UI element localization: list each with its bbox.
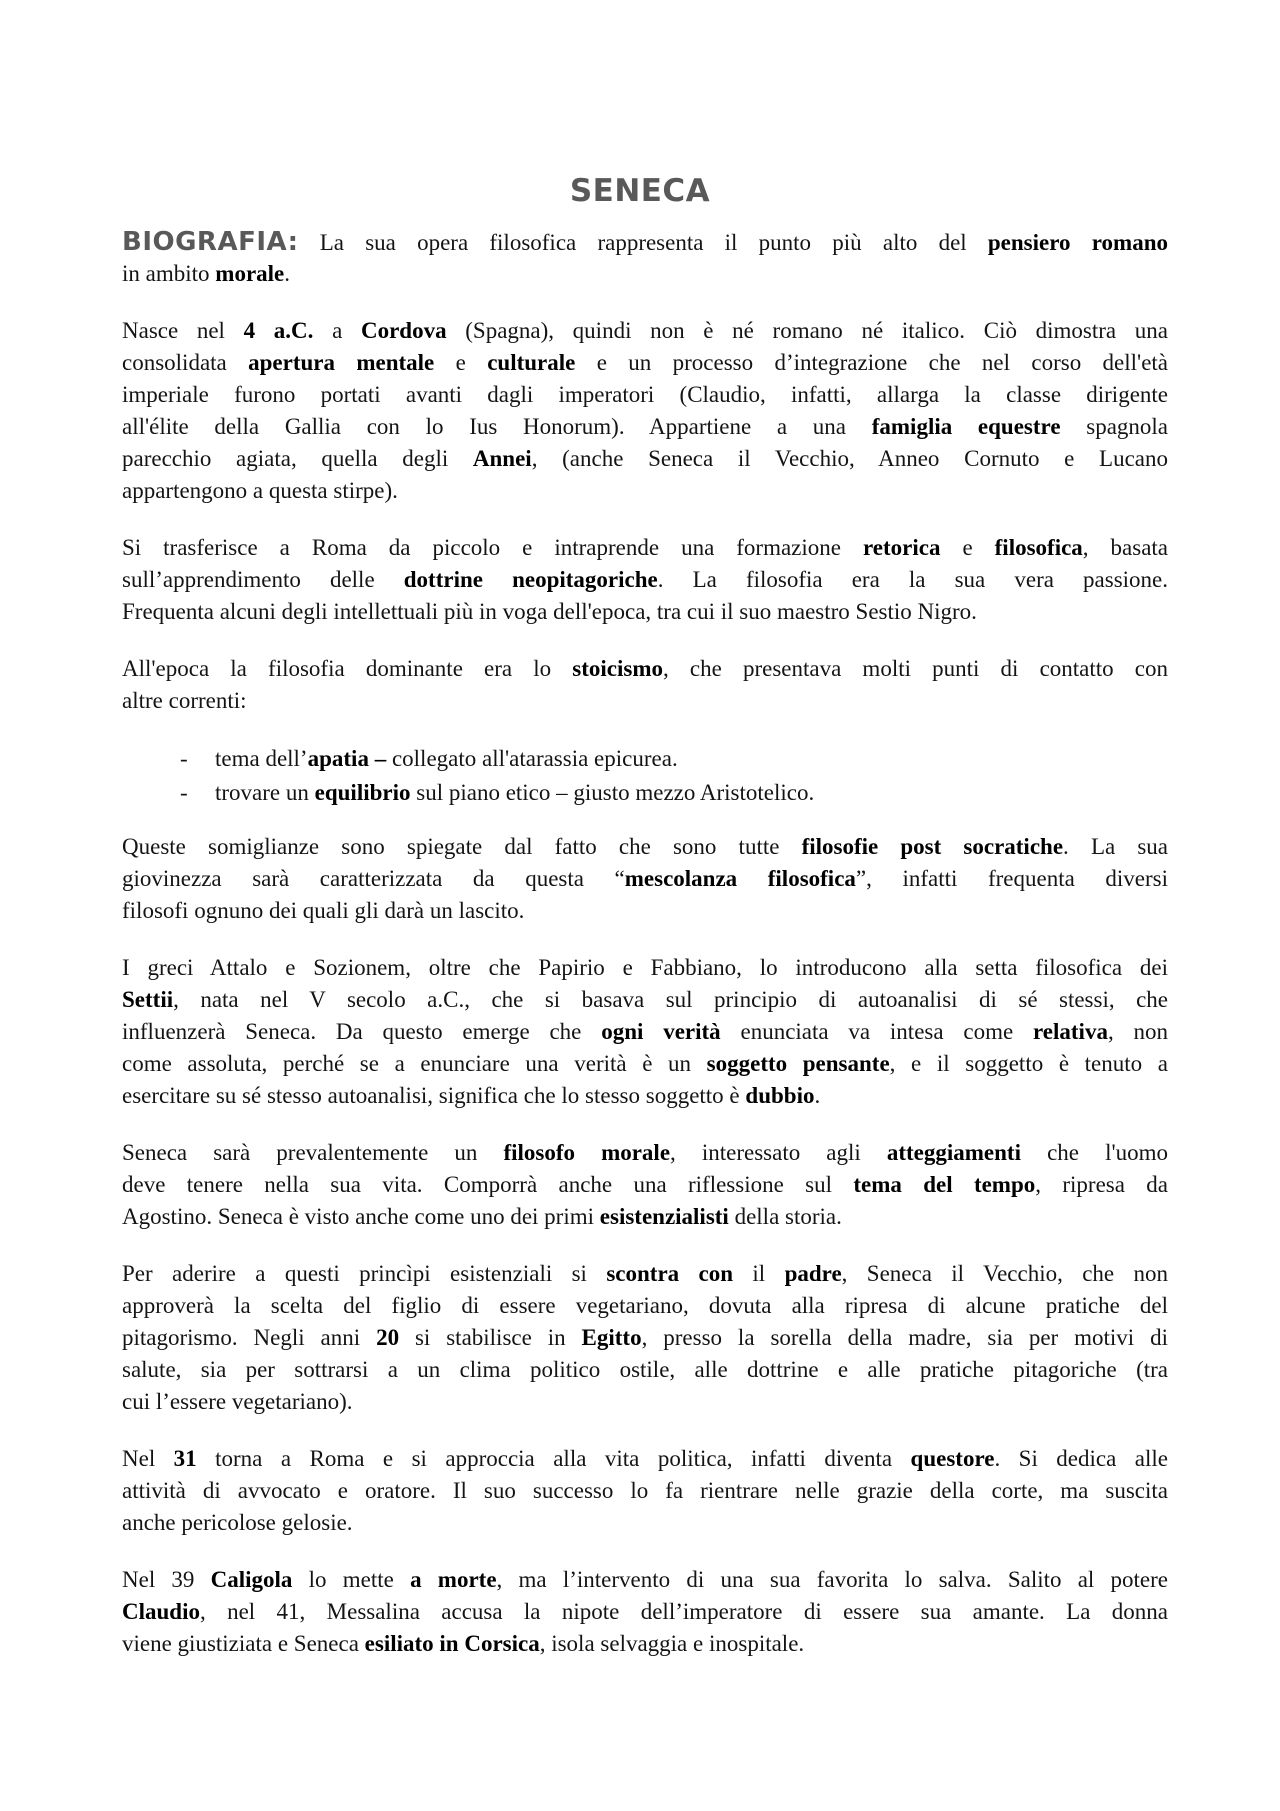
text-run: . Si dedica alle	[994, 1446, 1168, 1471]
text-run: , isola selvaggia e inospitale.	[539, 1631, 805, 1656]
bold-text: esiliato in Corsica	[364, 1631, 540, 1656]
text-line	[122, 226, 1168, 258]
text-run: (Spagna), quindi non è né romano né italico. Ciò dimostra una	[446, 318, 1168, 343]
text-run: viene giustiziata e Seneca	[122, 1631, 365, 1656]
text-line	[122, 1443, 1168, 1475]
text-line	[122, 596, 1168, 628]
paragraph	[122, 226, 1168, 290]
bold-text: equilibrio	[314, 780, 411, 805]
text-run: .	[814, 1083, 821, 1108]
text-line	[122, 1169, 1168, 1201]
text-run: imperiale furono portati avanti dagli imperatori (Claudio, infatti, allarga la classe dirigente	[122, 382, 1168, 407]
bold-text: scontra con	[606, 1261, 734, 1286]
text-line	[122, 1290, 1168, 1322]
bold-text: filosofie post socratiche	[801, 834, 1064, 859]
bold-text: dottrine neopitagoriche	[403, 567, 658, 592]
bold-text: culturale	[487, 350, 576, 375]
text-run: , ripresa da	[1035, 1172, 1168, 1197]
text-line	[122, 443, 1168, 475]
text-run: il	[733, 1261, 785, 1286]
text-run: e	[434, 350, 488, 375]
bold-text: apertura mentale	[248, 350, 435, 375]
text-line	[122, 1628, 1168, 1660]
bold-text: famiglia equestre	[871, 414, 1061, 439]
text-run: e un processo d’integrazione che nel corso dell'età	[575, 350, 1168, 375]
paragraph	[122, 532, 1168, 628]
text-run: spagnola	[1060, 414, 1169, 439]
bold-text: morale	[215, 261, 285, 286]
text-run: , basata	[1082, 535, 1169, 560]
text-run: Queste somiglianze sono spiegate dal fatto che sono tutte	[122, 834, 802, 859]
text-line	[122, 1322, 1168, 1354]
text-run: esercitare su sé stesso autoanalisi, significa che lo stesso soggetto è	[122, 1083, 746, 1108]
bold-text: relativa	[1033, 1019, 1108, 1044]
text-run: in ambito	[122, 261, 216, 286]
text-run: , nel 41, Messalina accusa la nipote dell’imperatore di essere sua amante. La donna	[199, 1599, 1168, 1624]
text-run: , che presentava molti punti di contatto con	[663, 656, 1169, 681]
text-line	[122, 685, 1168, 717]
list-item	[122, 742, 1168, 776]
text-line	[122, 952, 1168, 984]
text-run: trovare un	[215, 780, 315, 805]
bold-text: soggetto pensante	[706, 1051, 890, 1076]
text-line	[122, 1016, 1168, 1048]
bold-text: apatia –	[307, 746, 387, 771]
section-label: BIOGRAFIA:	[122, 227, 299, 257]
paragraph	[122, 952, 1168, 1112]
text-run: all'élite della Gallia con lo Ius Honorum). Appartiene a una	[122, 414, 872, 439]
text-run: La sua opera filosofica rappresenta il punto più alto del	[298, 230, 988, 255]
bold-text: questore	[910, 1446, 995, 1471]
text-run: enunciata va intesa come	[720, 1019, 1033, 1044]
text-line	[122, 379, 1168, 411]
text-run: parecchio agiata, quella degli	[122, 446, 473, 471]
bold-text: filosofica	[994, 535, 1083, 560]
text-run: sul piano etico – giusto mezzo Aristotelico.	[410, 780, 815, 805]
list-item	[122, 776, 1168, 810]
text-line	[122, 315, 1168, 347]
text-run: . La filosofia era la sua vera passione.	[657, 567, 1169, 592]
text-run: All'epoca la filosofia dominante era lo	[122, 656, 573, 681]
bullet-list	[122, 742, 1168, 810]
document-title: SENECA	[569, 172, 711, 209]
dash-bullet-icon: -	[180, 780, 188, 805]
bold-text: atteggiamenti	[886, 1140, 1021, 1165]
text-run: , Seneca il Vecchio, che non	[841, 1261, 1169, 1286]
text-run: Per aderire a questi princìpi esistenziali si	[122, 1261, 607, 1286]
text-run: Frequenta alcuni degli intellettuali più in voga dell'epoca, tra cui il suo maestro Sestio Nigro.	[122, 599, 977, 624]
bold-text: tema del tempo	[853, 1172, 1036, 1197]
text-run: , interessato agli	[670, 1140, 887, 1165]
paragraph	[122, 315, 1168, 507]
bold-text: Settii	[122, 987, 174, 1012]
text-line	[122, 1564, 1168, 1596]
text-run: ”, infatti frequenta diversi	[855, 866, 1168, 891]
text-line	[122, 258, 1168, 290]
text-run: che l'uomo	[1021, 1140, 1168, 1165]
text-run: altre correnti:	[122, 688, 247, 713]
bold-text: filosofo morale	[503, 1140, 671, 1165]
text-run: I greci Attalo e Sozionem, oltre che Papirio e Fabbiano, lo introducono alla setta filosofica dei	[122, 955, 1168, 980]
text-run: torna a Roma e si approccia alla vita politica, infatti diventa	[196, 1446, 911, 1471]
bold-text: padre	[784, 1261, 842, 1286]
paragraph	[122, 653, 1168, 717]
text-run: , e il soggetto è tenuto a	[889, 1051, 1168, 1076]
text-run: influenzerà Seneca. Da questo emerge che	[122, 1019, 602, 1044]
paragraph	[122, 1443, 1168, 1539]
bold-text: 20	[376, 1325, 400, 1350]
bold-text: Claudio	[122, 1599, 200, 1624]
text-line	[122, 411, 1168, 443]
bold-text: mescolanza filosofica	[624, 866, 856, 891]
bold-text: ogni verità	[601, 1019, 721, 1044]
bold-text: 4 a.C.	[243, 318, 314, 343]
text-line	[122, 653, 1168, 685]
text-run: a	[313, 318, 361, 343]
text-line	[122, 984, 1168, 1016]
text-line	[122, 1354, 1168, 1386]
text-run: , (anche Seneca il Vecchio, Anneo Cornuto e Lucano	[531, 446, 1169, 471]
text-run: , non	[1107, 1019, 1169, 1044]
text-run: Agostino. Seneca è visto anche come uno dei primi	[122, 1204, 600, 1229]
text-run: sull’apprendimento delle	[122, 567, 404, 592]
text-line	[122, 532, 1168, 564]
bold-text: Cordova	[360, 318, 447, 343]
text-run: , presso la sorella della madre, sia per motivi di	[641, 1325, 1168, 1350]
text-run: giovinezza sarà caratterizzata da questa “	[122, 866, 625, 891]
text-run: collegato all'atarassia epicurea.	[386, 746, 678, 771]
bold-text: retorica	[862, 535, 941, 560]
text-line	[122, 347, 1168, 379]
document-body	[122, 226, 1168, 1685]
bold-text: a morte	[410, 1567, 497, 1592]
paragraph	[122, 1137, 1168, 1233]
bold-text: Caligola	[210, 1567, 293, 1592]
text-run: si stabilisce in	[399, 1325, 582, 1350]
text-run: Seneca sarà prevalentemente un	[122, 1140, 504, 1165]
text-line	[122, 1386, 1168, 1418]
text-line	[122, 1596, 1168, 1628]
text-run: anche pericolose gelosie.	[122, 1510, 353, 1535]
text-run: della storia.	[728, 1204, 842, 1229]
text-run: .	[284, 261, 290, 286]
text-run: lo mette	[292, 1567, 411, 1592]
paragraph	[122, 1564, 1168, 1660]
text-run: filosofi ognuno dei quali gli darà un lascito.	[122, 898, 525, 923]
text-line	[122, 863, 1168, 895]
bold-text: Annei	[472, 446, 532, 471]
text-run: pitagorismo. Negli anni	[122, 1325, 377, 1350]
text-run: approverà la scelta del figlio di essere vegetariano, dovuta alla ripresa di alcune pratiche del	[122, 1293, 1168, 1318]
text-run: Nel	[122, 1446, 174, 1471]
text-line	[122, 475, 1168, 507]
text-run: deve tenere nella sua vita. Comporrà anche una riflessione sul	[122, 1172, 854, 1197]
bold-text: 31	[173, 1446, 197, 1471]
text-run: e	[940, 535, 995, 560]
text-line	[122, 895, 1168, 927]
text-run: come assoluta, perché se a enunciare una verità è un	[122, 1051, 707, 1076]
text-line	[122, 1137, 1168, 1169]
dash-bullet-icon: -	[180, 746, 188, 771]
text-line	[122, 1507, 1168, 1539]
bold-text: dubbio	[745, 1083, 815, 1108]
bold-text: esistenzialisti	[599, 1204, 729, 1229]
text-run: . La sua	[1063, 834, 1168, 859]
text-line	[122, 1080, 1168, 1112]
text-line	[122, 831, 1168, 863]
paragraph	[122, 1258, 1168, 1418]
bold-text: pensiero romano	[987, 230, 1168, 255]
text-run: attività di avvocato e oratore. Il suo successo lo fa rientrare nelle grazie della corte, ma suscita	[122, 1478, 1168, 1503]
text-run: Nasce nel	[122, 318, 244, 343]
text-line	[122, 1475, 1168, 1507]
bold-text: Egitto	[581, 1325, 642, 1350]
text-run: tema dell’	[215, 746, 308, 771]
text-line	[122, 1048, 1168, 1080]
text-line	[122, 1201, 1168, 1233]
bold-text: stoicismo	[572, 656, 664, 681]
text-run: Nel 39	[122, 1567, 211, 1592]
text-line	[122, 1258, 1168, 1290]
text-run: consolidata	[122, 350, 249, 375]
text-line	[122, 564, 1168, 596]
text-run: cui l’essere vegetariano).	[122, 1389, 353, 1414]
text-run: , ma l’intervento di una sua favorita lo salva. Salito al potere	[496, 1567, 1168, 1592]
text-run: salute, sia per sottrarsi a un clima politico ostile, alle dottrine e alle pratiche pitagoriche (tra	[122, 1357, 1168, 1382]
text-run: appartengono a questa stirpe).	[122, 478, 398, 503]
text-run: , nata nel V secolo a.C., che si basava sul principio di autoanalisi di sé stessi, che	[173, 987, 1168, 1012]
paragraph	[122, 831, 1168, 927]
text-run: Si trasferisce a Roma da piccolo e intraprende una formazione	[122, 535, 863, 560]
